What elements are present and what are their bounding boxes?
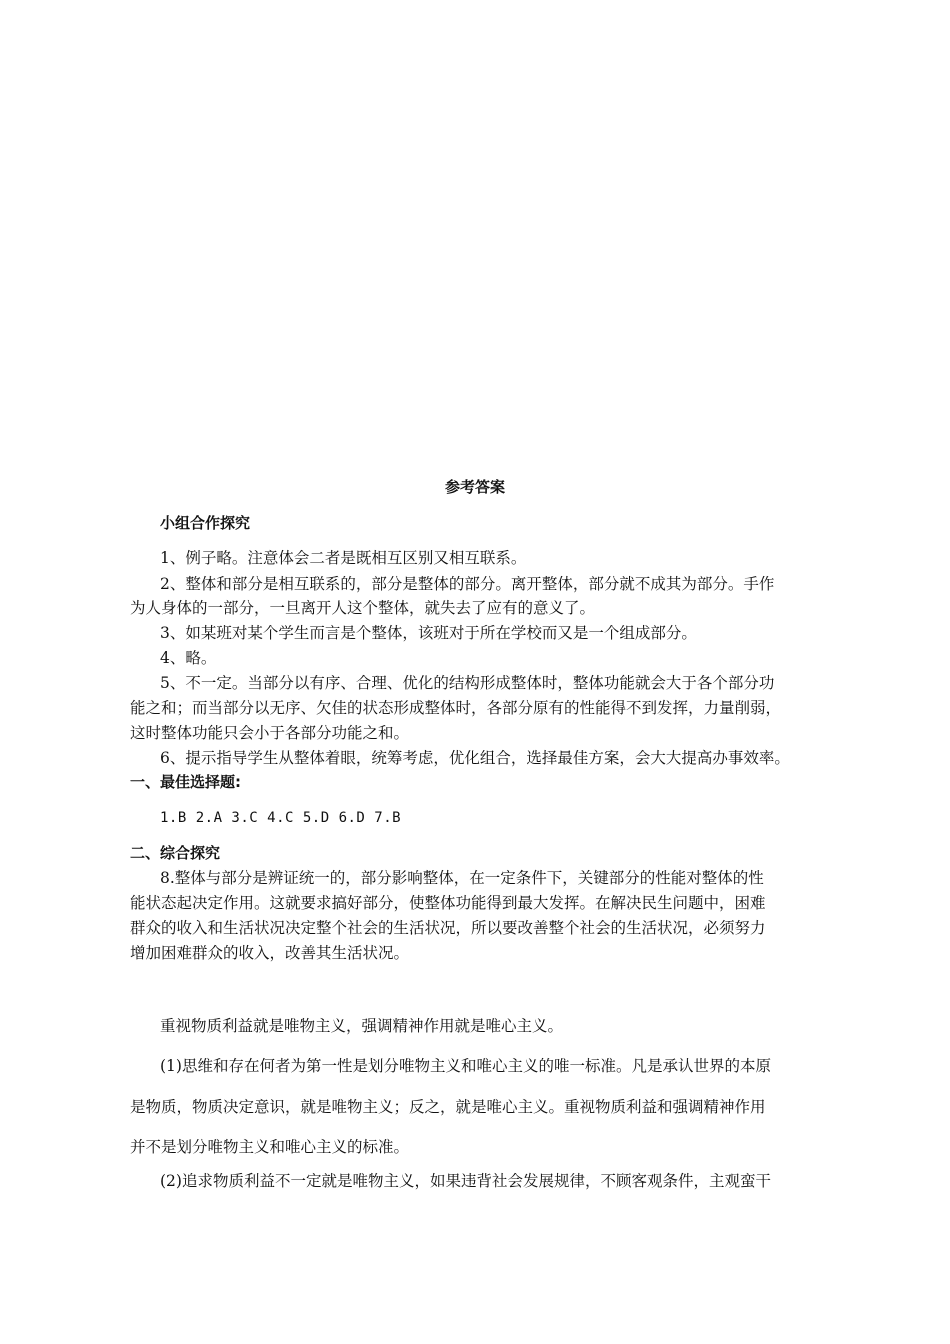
answer-line: 5、不一定。当部分以有序、合理、优化的结构形成整体时，整体功能就会大于各个部分功	[160, 674, 775, 692]
section-heading-choice: 一、最佳选择题:	[130, 773, 241, 791]
choice-answers: 1.B 2.A 3.C 4.C 5.D 6.D 7.B	[160, 810, 402, 826]
statement-line: 重视物质利益就是唯物主义，强调精神作用就是唯心主义。	[160, 1017, 564, 1035]
answer-line: 3、如某班对某个学生而言是个整体，该班对于所在学校而又是一个组成部分。	[160, 624, 697, 642]
answer-line: 群众的收入和生活状况决定整个社会的生活状况，所以要改善整个社会的生活状况，必须努力	[130, 919, 766, 937]
answer-line: 这时整体功能只会小于各部分功能之和。	[130, 724, 410, 742]
answer-line: 8.整体与部分是辨证统一的，部分影响整体，在一定条件下，关键部分的性能对整体的性	[160, 869, 764, 887]
answer-line: 4、略。	[160, 649, 217, 667]
answer-line: 能之和；而当部分以无序、欠佳的状态形成整体时，各部分原有的性能得不到发挥，力量削弱，	[130, 699, 782, 717]
answer-line: 增加困难群众的收入，改善其生活状况。	[130, 944, 410, 962]
section-heading-group: 小组合作探究	[160, 514, 251, 532]
answer-line: 2、整体和部分是相互联系的，部分是整体的部分。离开整体，部分就不成其为部分。手作	[160, 575, 775, 593]
answer-line: 1、例子略。注意体会二者是既相互区别又相互联系。	[160, 549, 527, 567]
answer-line: 能状态起决定作用。这就要求搞好部分，使整体功能得到最大发挥。在解决民生问题中，困难	[130, 894, 766, 912]
analysis-line: 并不是划分唯物主义和唯心主义的标准。	[130, 1138, 410, 1156]
answer-line: 6、提示指导学生从整体着眼，统筹考虑，优化组合，选择最佳方案，会大大提高办事效率。	[160, 749, 790, 767]
section-heading-comprehensive: 二、综合探究	[130, 844, 221, 862]
page-title: 参考答案	[444, 478, 505, 496]
answer-line: 为人身体的一部分，一旦离开人这个整体，就失去了应有的意义了。	[130, 599, 596, 617]
analysis-line: (1)思维和存在何者为第一性是划分唯物主义和唯心主义的唯一标准。凡是承认世界的本原	[160, 1057, 771, 1075]
analysis-line: (2)追求物质利益不一定就是唯物主义，如果违背社会发展规律，不顾客观条件，主观蛮干	[160, 1172, 771, 1190]
analysis-line: 是物质，物质决定意识，就是唯物主义；反之，就是唯心主义。重视物质利益和强调精神作用	[130, 1098, 766, 1116]
